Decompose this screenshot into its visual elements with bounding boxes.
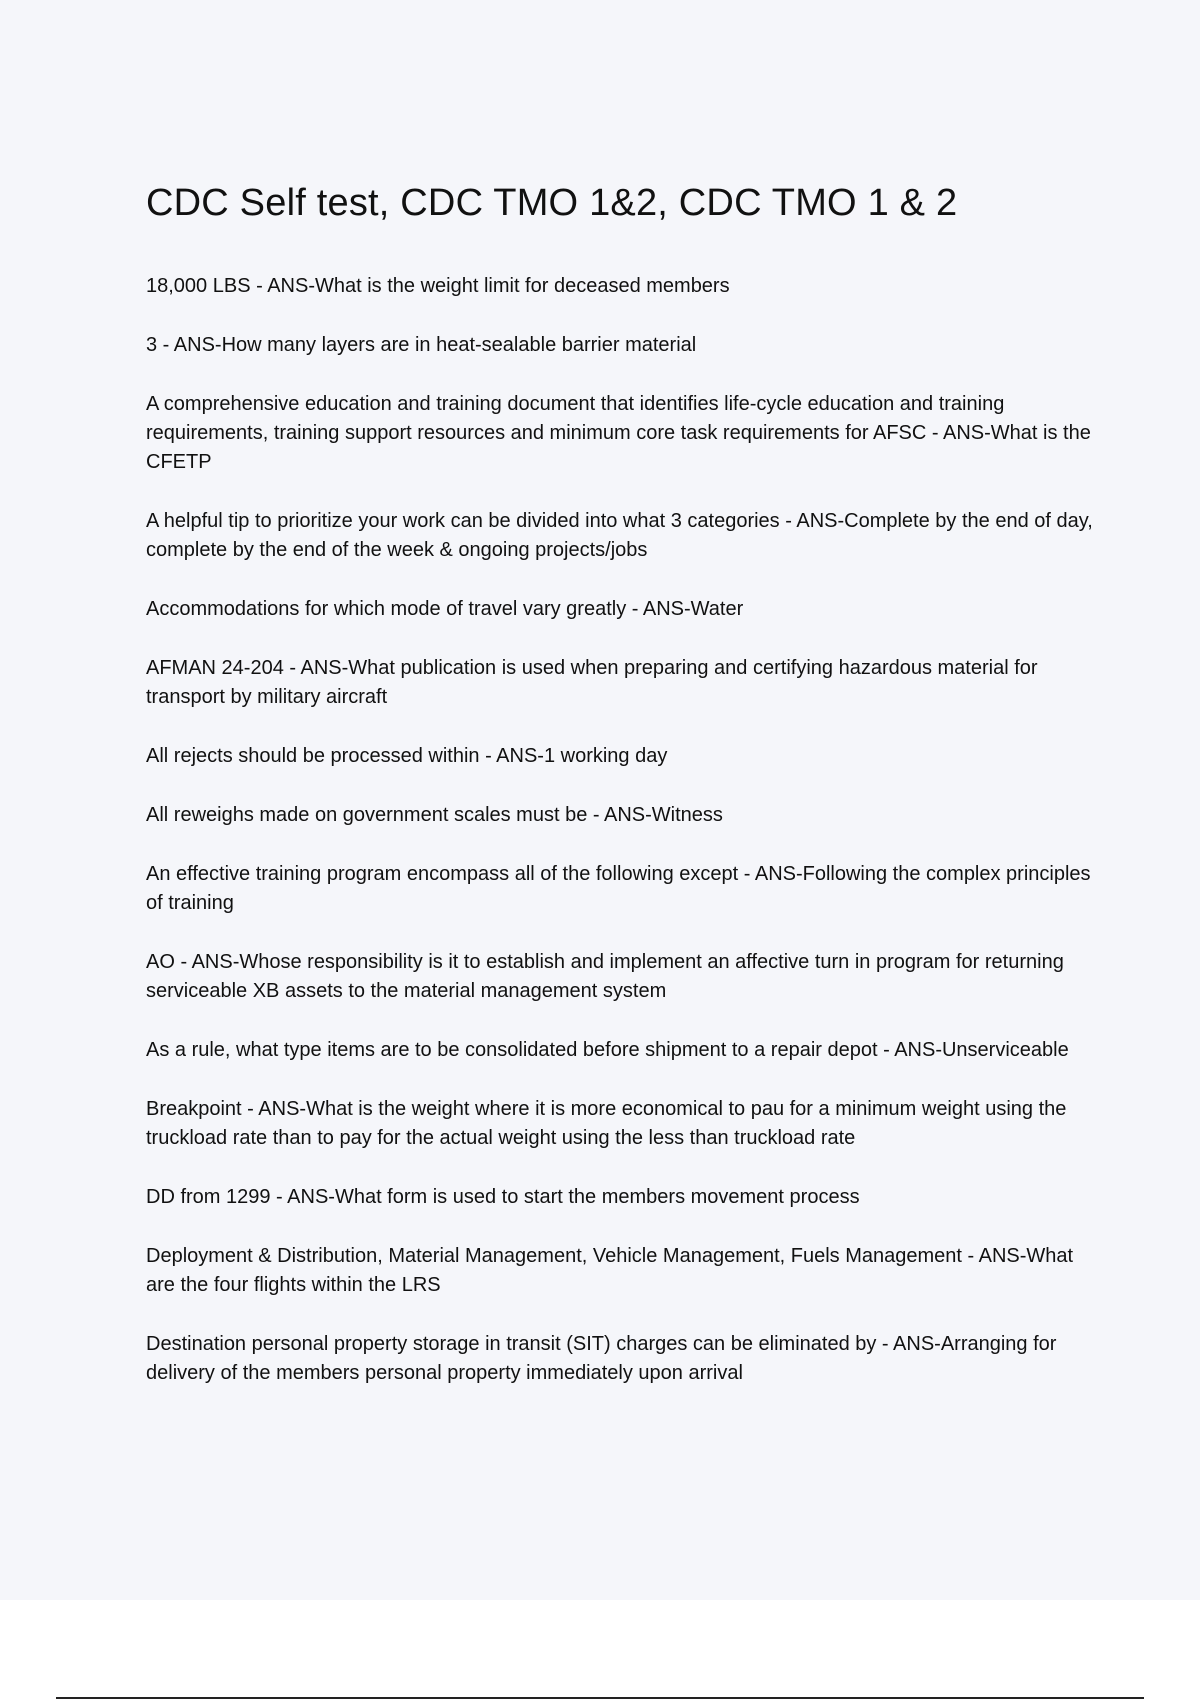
qa-item: A comprehensive education and training document that identifies life-cycle education and training requirements, training support resources and minimum core task requirements for AFSC - ANS-What is the CFETP	[146, 392, 1091, 473]
qa-item: All rejects should be processed within - ANS-1 working day	[146, 744, 668, 767]
qa-item: AO - ANS-Whose responsibility is it to establish and implement an affective turn in program for returning serviceable XB assets to the material management system	[146, 950, 1064, 1002]
qa-item: An effective training program encompass all of the following except - ANS-Following the complex principles of training	[146, 862, 1091, 914]
qa-item: Deployment & Distribution, Material Management, Vehicle Management, Fuels Management - ANS-What are the four flights within the LRS	[146, 1244, 1074, 1296]
qa-item: Destination personal property storage in transit (SIT) charges can be eliminated by - ANS-Arranging for delivery of the members personal property immediately upon arrival	[146, 1332, 1057, 1384]
qa-item: DD from 1299 - ANS-What form is used to start the members movement process	[146, 1185, 860, 1208]
qa-item: Accommodations for which mode of travel vary greatly - ANS-Water	[146, 597, 744, 620]
document-content	[146, 182, 1096, 1418]
qa-item: As a rule, what type items are to be consolidated before shipment to a repair depot - ANS-Unserviceable	[146, 1038, 1069, 1061]
page-title: CDC Self test, CDC TMO 1&2, CDC TMO 1 & 2	[146, 182, 958, 224]
qa-item: Breakpoint - ANS-What is the weight where it is more economical to pau for a minimum weight using the truckload rate than to pay for the actual weight using the less than truckload rate	[146, 1097, 1067, 1149]
qa-item: 18,000 LBS - ANS-What is the weight limit for deceased members	[146, 274, 730, 297]
qa-item: AFMAN 24-204 - ANS-What publication is used when preparing and certifying hazardous material for transport by military aircraft	[146, 656, 1038, 708]
qa-item: A helpful tip to prioritize your work can be divided into what 3 categories - ANS-Complete by the end of day, complete by the end of the week & ongoing projects/jobs	[146, 509, 1093, 561]
qa-item: 3 - ANS-How many layers are in heat-sealable barrier material	[146, 333, 697, 356]
qa-list	[146, 272, 1096, 1388]
qa-item: All reweighs made on government scales must be - ANS-Witness	[146, 803, 723, 826]
bottom-divider	[56, 1697, 1144, 1699]
